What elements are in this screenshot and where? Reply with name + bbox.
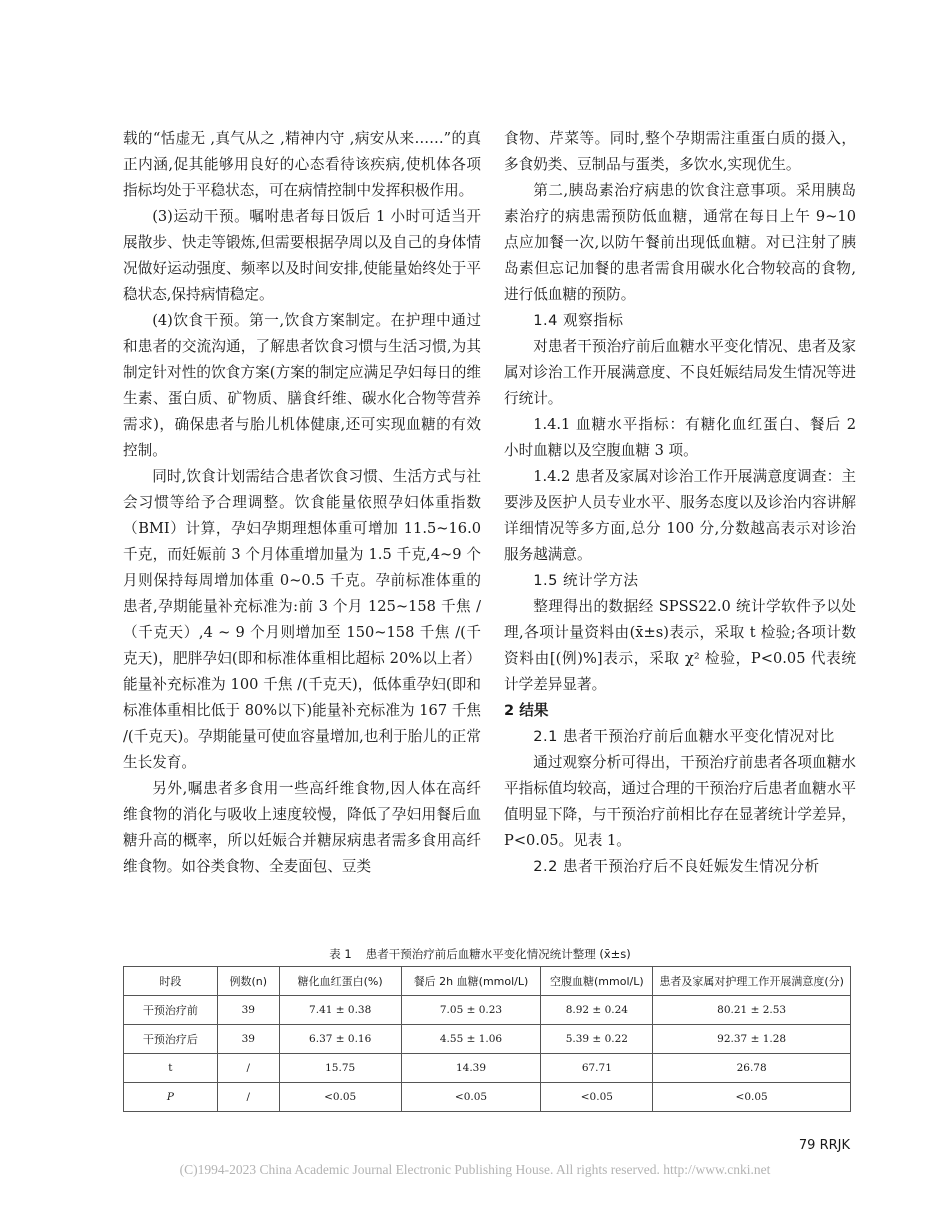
table-cell: 15.75 bbox=[279, 1054, 401, 1083]
column-header: 空腹血糖(mmol/L) bbox=[541, 967, 653, 996]
table-number: 表 1 bbox=[329, 947, 352, 961]
table-caption bbox=[123, 946, 851, 962]
table-cell: 39 bbox=[217, 1025, 279, 1054]
column-header: 时段 bbox=[124, 967, 218, 996]
paragraph: 第二,胰岛素治疗病患的饮食注意事项。采用胰岛素治疗的病患需预防低血糖，通常在每日上午 9~10 点应加餐一次,以防午餐前出现低血糖。对已注射了胰岛素但忘记加餐的患者需食用碳水化合物较高的食物,进行低血糖的预防。 bbox=[504, 182, 856, 303]
table-header-row bbox=[124, 967, 851, 996]
section-heading-1-5: 1.5 统计学方法 bbox=[533, 572, 639, 589]
table-row bbox=[124, 1083, 851, 1112]
table-cell: <0.05 bbox=[401, 1083, 541, 1112]
table-cell: 干预治疗后 bbox=[124, 1025, 218, 1054]
paragraph: 同时,饮食计划需结合患者饮食习惯、生活方式与社会习惯等给予合理调整。饮食能量依照孕妇体重指数（BMI）计算，孕妇孕期理想体重可增加 11.5~16.0 千克，而妊娠前 3 个月体重增加量为 1.5 千克,4~9 个月则保持每周增加体重 0~0.5 千克。孕前标准体重的患者,孕期能量补充标准为:前 3 个月 125~158 千焦 /（千克天）,4 ~ 9 个月则增加至 150~158 千焦 /(千克天)，肥胖孕妇(即和标准体重相比超标 20%以上者）能量补充标准为 100 千焦 /(千克天)，低体重孕妇(即和标准体重相比低于 80%以下)能量补充标准为 167 千焦 /(千克天)。孕期能量可使血容量增加,也利于胎儿的正常生长发育。 bbox=[123, 468, 481, 771]
column-header: 餐后 2h 血糖(mmol/L) bbox=[401, 967, 541, 996]
column-header: 糖化血红蛋白(%) bbox=[279, 967, 401, 996]
copyright-footer: (C)1994-2023 China Academic Journal Electronic Publishing House. All rights reserved. http://www.cnki.net bbox=[179, 1162, 771, 1177]
table-cell: 14.39 bbox=[401, 1054, 541, 1083]
page-number: 79 RRJK bbox=[798, 1138, 850, 1153]
paragraph: 1.4.1 血糖水平指标：有糖化血红蛋白、餐后 2 小时血糖以及空腹血糖 3 项。 bbox=[504, 416, 856, 459]
table-cell: 80.21 ± 2.53 bbox=[653, 996, 851, 1025]
paragraph: 食物、芹菜等。同时,整个孕期需注重蛋白质的摄入，多食奶类、豆制品与蛋类，多饮水,实现优生。 bbox=[504, 130, 856, 173]
paragraph: (4)饮食干预。第一,饮食方案制定。在护理中通过和患者的交流沟通，了解患者饮食习惯与生活习惯,为其制定针对性的饮食方案(方案的制定应满足孕妇每日的维生素、蛋白质、矿物质、膳食纤维、碳水化合物等营养需求)，确保患者与胎儿机体健康,还可实现血糖的有效控制。 bbox=[123, 312, 481, 459]
right-column bbox=[504, 126, 856, 880]
table-cell: 6.37 ± 0.16 bbox=[279, 1025, 401, 1054]
section-heading-1-4: 1.4 观察指标 bbox=[533, 312, 624, 329]
paragraph: 另外,嘱患者多食用一些高纤维食物,因人体在高纤维食物的消化与吸收上速度较慢，降低了孕妇用餐后血糖升高的概率，所以妊娠合并糖尿病患者需多食用高纤维食物。如谷类食物、全麦面包、豆类 bbox=[123, 780, 481, 875]
column-header: 患者及家属对护理工作开展满意度(分) bbox=[653, 967, 851, 996]
table-cell: 7.05 ± 0.23 bbox=[401, 996, 541, 1025]
table-cell: 7.41 ± 0.38 bbox=[279, 996, 401, 1025]
table-cell: 67.71 bbox=[541, 1054, 653, 1083]
table-title: 患者干预治疗前后血糖水平变化情况统计整理 (x̄±s) bbox=[365, 947, 631, 961]
data-table bbox=[123, 966, 851, 1112]
table-row bbox=[124, 1054, 851, 1083]
left-column bbox=[123, 126, 481, 880]
table-row bbox=[124, 996, 851, 1025]
section-heading-2-2: 2.2 患者干预治疗后不良妊娠发生情况分析 bbox=[533, 858, 820, 875]
column-header: 例数(n) bbox=[217, 967, 279, 996]
paragraph: 1.4.2 患者及家属对诊治工作开展满意度调查：主要涉及医护人员专业水平、服务态度以及诊治内容讲解详细情况等多方面,总分 100 分,分数越高表示对诊治服务越满意。 bbox=[504, 468, 856, 563]
table-cell: P bbox=[124, 1083, 218, 1112]
paragraph: 通过观察分析可得出，干预治疗前患者各项血糖水平指标值均较高，通过合理的干预治疗后患者血糖水平值明显下降，与干预治疗前相比存在显著统计学差异，P<0.05。见表 1。 bbox=[504, 754, 856, 849]
table-cell: t bbox=[124, 1054, 218, 1083]
paragraph: 载的“恬虚无 ,真气从之 ,精神内守 ,病安从来……”的真正内涵,促其能够用良好的心态看待该疾病,使机体各项指标均处于平稳状态，可在病情控制中发挥积极作用。 bbox=[123, 130, 481, 199]
section-heading-2: 2 结果 bbox=[504, 702, 549, 719]
section-heading-2-1: 2.1 患者干预治疗前后血糖水平变化情况对比 bbox=[533, 728, 835, 745]
table-cell: 8.92 ± 0.24 bbox=[541, 996, 653, 1025]
paragraph: 对患者干预治疗前后血糖水平变化情况、患者及家属对诊治工作开展满意度、不良妊娠结局发生情况等进行统计。 bbox=[504, 338, 856, 407]
paragraph: 整理得出的数据经 SPSS22.0 统计学软件予以处理,各项计量资料由(x̄±s)表示，采取 t 检验;各项计数资料由[(例)%]表示，采取 χ² 检验，P<0.05 代表统计学差异显著。 bbox=[504, 598, 856, 693]
table-cell: / bbox=[217, 1083, 279, 1112]
table-cell: 4.55 ± 1.06 bbox=[401, 1025, 541, 1054]
table-cell: <0.05 bbox=[541, 1083, 653, 1112]
table-cell: / bbox=[217, 1054, 279, 1083]
table-cell: <0.05 bbox=[653, 1083, 851, 1112]
table-row bbox=[124, 1025, 851, 1054]
paragraph: (3)运动干预。嘱咐患者每日饭后 1 小时可适当开展散步、快走等锻炼,但需要根据孕周以及自己的身体情况做好运动强度、频率以及时间安排,使能量始终处于平稳状态,保持病情稳定。 bbox=[123, 208, 481, 303]
table-cell: <0.05 bbox=[279, 1083, 401, 1112]
table-cell: 5.39 ± 0.22 bbox=[541, 1025, 653, 1054]
table-cell: 26.78 bbox=[653, 1054, 851, 1083]
table-cell: 92.37 ± 1.28 bbox=[653, 1025, 851, 1054]
table-cell: 39 bbox=[217, 996, 279, 1025]
table-cell: 干预治疗前 bbox=[124, 996, 218, 1025]
